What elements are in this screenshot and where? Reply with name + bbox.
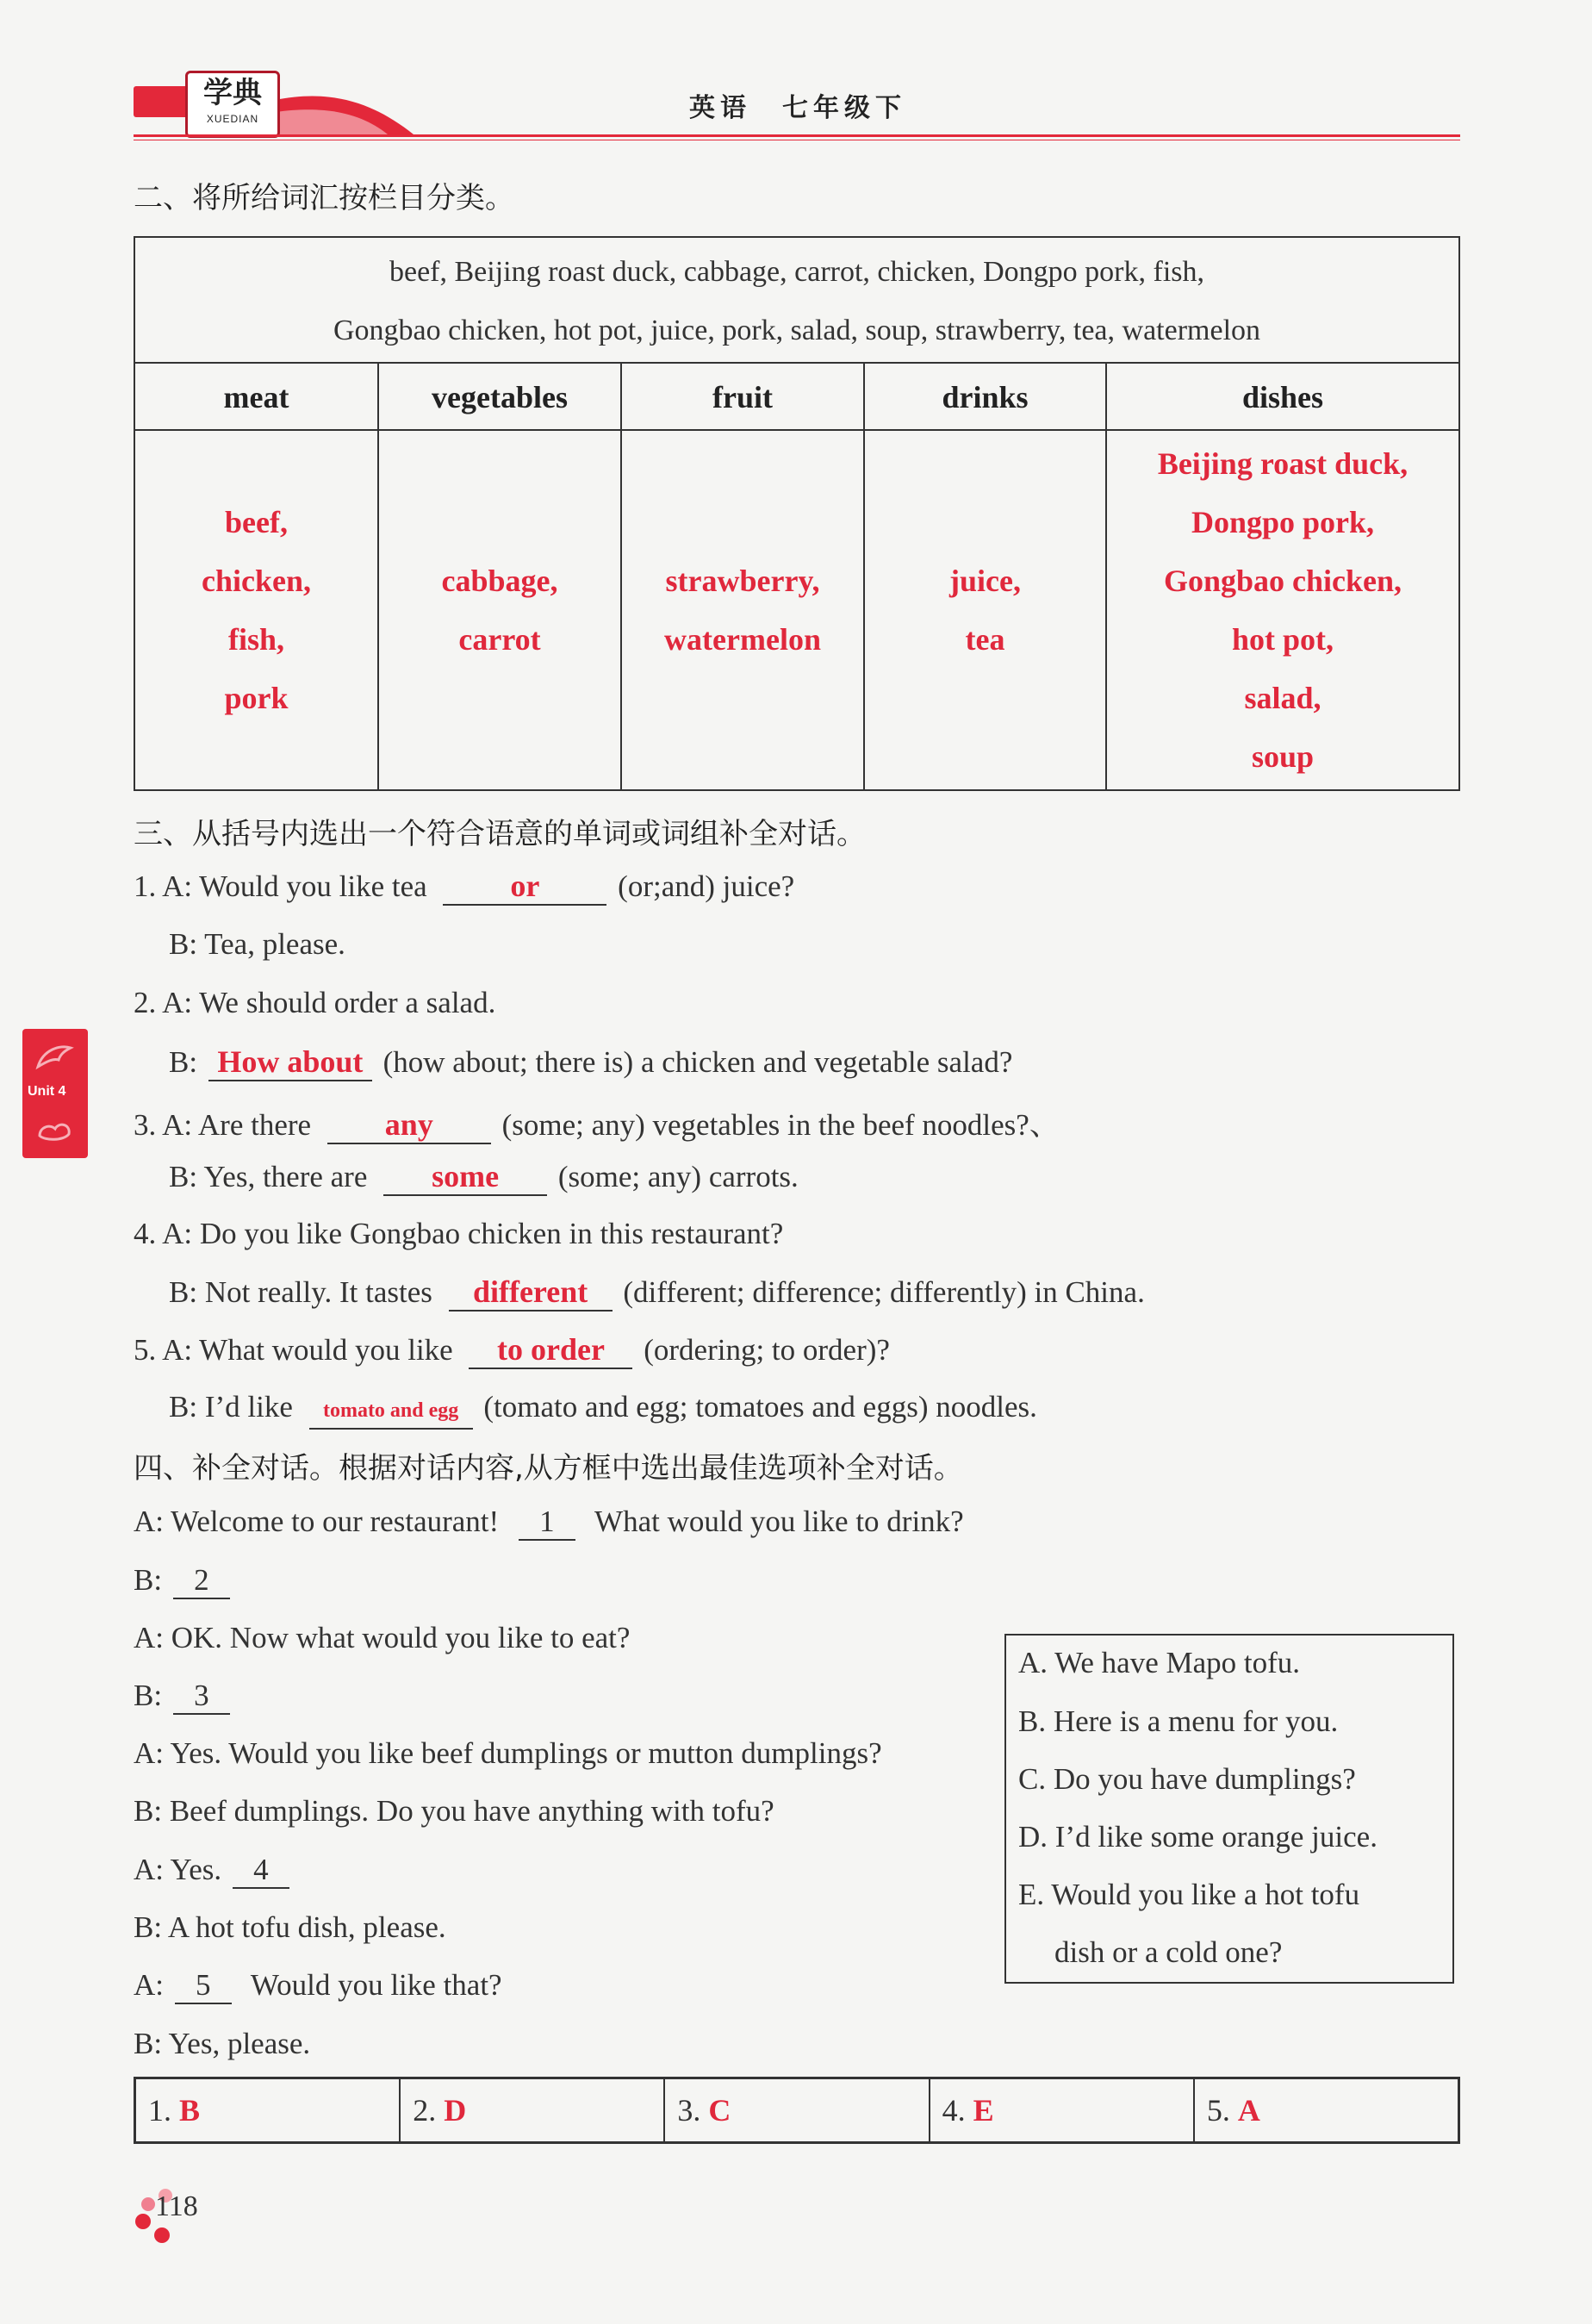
question-text: (some; any) carrots. (557, 1160, 799, 1193)
dialogue-line-4 (134, 1679, 230, 1715)
answer-word: fish, (227, 622, 285, 657)
dialogue-text: B: (134, 1679, 163, 1712)
header-divider (134, 134, 1460, 137)
vocab-table (134, 236, 1460, 791)
blank-number: 3 (194, 1679, 209, 1712)
unit-side-tab (22, 1029, 88, 1158)
question-4a: 4. A: Do you like Gongbao chicken in this restaurant? (134, 1217, 784, 1250)
answer-number: 4. (942, 2093, 966, 2128)
cloud-icon (34, 1115, 74, 1146)
dialogue-line-7 (134, 1853, 289, 1889)
question-4b (169, 1274, 1145, 1312)
column-header: fruit (622, 364, 863, 431)
question-text: 3. A: Are there (134, 1108, 312, 1142)
answer-cell (136, 2079, 401, 2141)
option-e: E. Would you like a hot tofu (1018, 1878, 1360, 1911)
blank-number: 2 (194, 1563, 209, 1597)
answer-letter: A (1237, 2093, 1260, 2128)
dialogue-line-2 (134, 1563, 230, 1599)
option-a: A. We have Mapo tofu. (1018, 1646, 1301, 1679)
page-number: 118 (155, 2190, 198, 2222)
answer-number: 2. (413, 2093, 437, 2128)
dialogue-line-1 (134, 1505, 964, 1541)
answer-cell (930, 2079, 1195, 2141)
question-text: B: Yes, there are (169, 1160, 368, 1193)
question-text: (ordering; to order)? (644, 1333, 890, 1367)
question-text: (tomato and egg; tomatoes and eggs) noodles. (483, 1390, 1037, 1424)
option-e-continued: dish or a cold one? (1054, 1935, 1283, 1969)
dialogue-line-6: B: Beef dumplings. Do you have anything with tofu? (134, 1794, 774, 1828)
word-bank-line2: Gongbao chicken, hot pot, juice, pork, salad, soup, strawberry, tea, watermelon (333, 315, 1261, 346)
dialogue-text: A: Yes. (134, 1853, 222, 1886)
answer-letter: D (444, 2093, 467, 2128)
dialogue-line-9 (134, 1968, 502, 2004)
answer-number: 1. (148, 2093, 171, 2128)
dialogue-text: Would you like that? (250, 1968, 502, 2002)
answer-letter: C (708, 2093, 731, 2128)
subject-title: 英语 七年级下 (689, 93, 906, 123)
column-drinks (865, 364, 1107, 791)
question-text: B: I’d like (169, 1390, 293, 1424)
word-bank (135, 238, 1458, 364)
column-fruit (622, 364, 865, 791)
dialogue-text: B: (134, 1563, 163, 1597)
option-d: D. I’d like some orange juice. (1018, 1820, 1377, 1854)
blank-number: 1 (539, 1505, 555, 1538)
answer-key-table (134, 2077, 1460, 2144)
question-5b (169, 1390, 1037, 1430)
question-text: (or;and) juice? (618, 869, 795, 903)
question-3a (134, 1101, 1060, 1144)
blank-number: 5 (196, 1968, 211, 2002)
number-blank (175, 1968, 232, 2004)
column-header: dishes (1107, 364, 1458, 431)
dialogue-line-10: B: Yes, please. (134, 2027, 311, 2060)
answer-cell (1195, 2079, 1458, 2141)
option-b: B. Here is a menu for you. (1018, 1704, 1339, 1738)
answer-text: different (472, 1274, 588, 1309)
question-text: (how about; there is) a chicken and vegetable salad? (382, 1045, 1013, 1079)
options-box (1004, 1634, 1454, 1984)
answer-text: any (384, 1107, 433, 1142)
question-text: B: Not really. It tastes (169, 1275, 432, 1309)
wing-icon (34, 1041, 74, 1075)
column-header: drinks (865, 364, 1105, 431)
question-2a: 2. A: We should order a salad. (134, 986, 496, 1019)
answer-blank (449, 1274, 613, 1312)
answer-word: pork (224, 681, 289, 715)
section4-title: 四、补全对话。根据对话内容,从方框中选出最佳选项补全对话。 (134, 1451, 963, 1486)
answer-blank (309, 1390, 473, 1430)
header-swoosh-decoration (276, 83, 414, 136)
answer-text: tomato and egg (322, 1399, 459, 1422)
question-text: (different; difference; differently) in China. (623, 1275, 1145, 1309)
column-meat (135, 364, 379, 791)
dialogue-line-3: A: OK. Now what would you like to eat? (134, 1621, 631, 1654)
question-text: 1. A: Would you like tea (134, 869, 427, 903)
column-header: meat (135, 364, 377, 431)
section3-title: 三、从括号内选出一个符合语意的单词或词组补全对话。 (134, 817, 866, 851)
answer-word: cabbage, (441, 564, 558, 598)
number-blank (173, 1679, 230, 1715)
answer-letter: B (179, 2093, 201, 2128)
answer-word: salad, (1244, 681, 1321, 715)
dialogue-line-8: B: A hot tofu dish, please. (134, 1910, 446, 1944)
answer-text: or (510, 869, 540, 903)
answer-word: carrot (458, 622, 541, 657)
question-text: (some; any) vegetables in the beef noodles?、 (501, 1108, 1060, 1142)
answer-blank (327, 1107, 491, 1144)
number-blank (233, 1853, 289, 1889)
number-blank (173, 1563, 230, 1599)
dialogue-text: A: (134, 1968, 164, 2002)
dialogue-text: A: Welcome to our restaurant! (134, 1505, 500, 1538)
answer-word: watermelon (664, 622, 821, 657)
answer-word: beef, (225, 505, 288, 539)
answer-blank (208, 1044, 372, 1081)
category-columns (135, 364, 1458, 791)
answer-word: hot pot, (1231, 622, 1334, 657)
question-1a (134, 869, 794, 906)
unit-label: Unit 4 (28, 1084, 66, 1099)
answer-number: 5. (1206, 2093, 1230, 2128)
answer-word: strawberry, (665, 564, 820, 598)
question-5a (134, 1332, 890, 1369)
word-bank-line1: beef, Beijing roast duck, cabbage, carrot, chicken, Dongpo pork, fish, (389, 256, 1205, 288)
brand-logo (185, 71, 280, 138)
blank-number: 4 (253, 1853, 269, 1886)
answer-text: How about (217, 1044, 364, 1079)
dialogue-text: What would you like to drink? (594, 1505, 964, 1538)
answer-word: soup (1251, 739, 1315, 774)
question-text: B: (169, 1045, 198, 1079)
answer-word: tea (965, 622, 1005, 657)
answer-blank (469, 1332, 632, 1369)
dialogue-line-5: A: Yes. Would you like beef dumplings or mutton dumplings? (134, 1736, 882, 1770)
question-1b: B: Tea, please. (169, 927, 345, 961)
question-text: 5. A: What would you like (134, 1333, 453, 1367)
column-vegetables (379, 364, 622, 791)
answer-blank (383, 1159, 547, 1196)
answer-word: juice, (949, 564, 1021, 598)
answer-cell (665, 2079, 930, 2141)
answer-word: Gongbao chicken, (1163, 564, 1402, 598)
column-dishes (1107, 364, 1458, 791)
answer-number: 3. (677, 2093, 701, 2128)
answer-word: Beijing roast duck, (1157, 446, 1409, 481)
question-2b (169, 1044, 1012, 1081)
brand-logo-en: XUEDIAN (206, 113, 259, 125)
answer-letter: E (973, 2093, 994, 2128)
column-header: vegetables (379, 364, 620, 431)
answer-text: some (432, 1159, 500, 1193)
section2-title: 二、将所给词汇按栏目分类。 (134, 181, 514, 215)
option-c: C. Do you have dumplings? (1018, 1762, 1356, 1796)
answer-blank (443, 869, 606, 906)
number-blank (519, 1505, 575, 1541)
answer-text: to order (496, 1332, 605, 1367)
answer-word: Dongpo pork, (1191, 505, 1375, 539)
question-3b (169, 1159, 799, 1196)
answer-word: chicken, (201, 564, 311, 598)
brand-logo-cn: 学典 (203, 76, 262, 110)
answer-cell (401, 2079, 665, 2141)
